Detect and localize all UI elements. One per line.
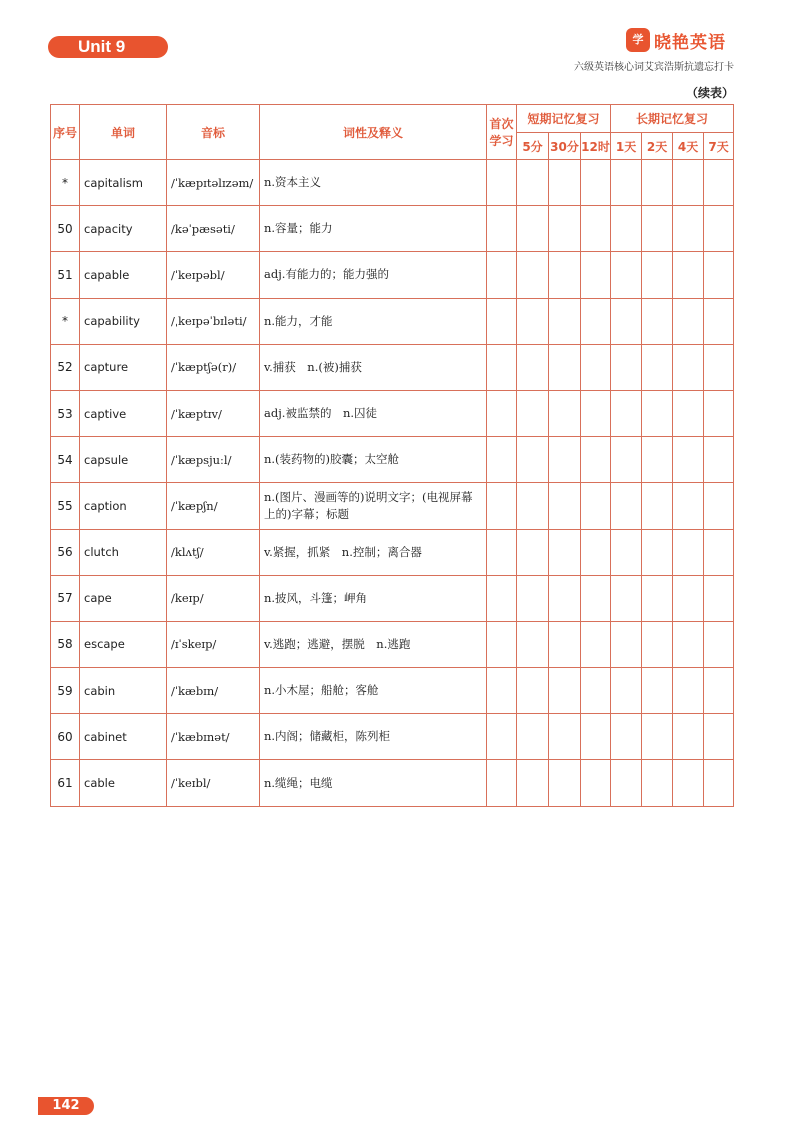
row-word: capacity	[80, 206, 167, 252]
row-pronunciation: /ˈkæbɪn/	[167, 668, 260, 714]
header-long-2d: 2天	[642, 133, 673, 160]
checkbox-cell[interactable]	[581, 621, 611, 667]
row-definition: n.披风，斗篷；岬角	[260, 575, 487, 621]
header-first-study: 首次学习	[487, 105, 517, 160]
row-word: capable	[80, 252, 167, 298]
checkbox-cell[interactable]	[487, 206, 517, 252]
checkbox-cell[interactable]	[642, 575, 673, 621]
row-definition: n.(图片、漫画等的)说明文字；(电视屏幕上的)字幕；标题	[260, 483, 487, 529]
checkbox-cell[interactable]	[487, 668, 517, 714]
checkbox-cell[interactable]	[487, 529, 517, 575]
row-definition: n.容量；能力	[260, 206, 487, 252]
checkbox-cell[interactable]	[581, 344, 611, 390]
table-row	[51, 160, 734, 206]
brand-logo-icon: 学	[626, 28, 650, 52]
checkbox-cell[interactable]	[581, 206, 611, 252]
checkbox-cell[interactable]	[673, 390, 704, 436]
row-number: 57	[51, 575, 80, 621]
checkbox-cell[interactable]	[642, 252, 673, 298]
checkbox-cell[interactable]	[581, 160, 611, 206]
checkbox-cell[interactable]	[517, 483, 549, 529]
table-row	[51, 760, 734, 806]
page-number: 142	[38, 1097, 94, 1115]
row-definition: adj.被监禁的 n.囚徒	[260, 390, 487, 436]
header-long-1d: 1天	[611, 133, 642, 160]
checkbox-cell[interactable]	[487, 575, 517, 621]
header-index: 序号	[51, 105, 80, 160]
row-definition: n.内阁；储藏柜，陈列柜	[260, 714, 487, 760]
row-number: 51	[51, 252, 80, 298]
checkbox-cell[interactable]	[517, 575, 549, 621]
checkbox-cell[interactable]	[642, 529, 673, 575]
checkbox-cell[interactable]	[704, 575, 734, 621]
checkbox-cell[interactable]	[549, 437, 581, 483]
header-pronunciation: 音标	[167, 105, 260, 160]
header-long-7d: 7天	[704, 133, 734, 160]
row-pronunciation: /klʌtʃ/	[167, 529, 260, 575]
checkbox-cell[interactable]	[611, 344, 642, 390]
row-word: cabin	[80, 668, 167, 714]
checkbox-cell[interactable]	[517, 760, 549, 806]
row-pronunciation: /ˈkeɪbl/	[167, 760, 260, 806]
row-number: 59	[51, 668, 80, 714]
row-pronunciation: /ˈkeɪpəbl/	[167, 252, 260, 298]
row-number: 53	[51, 390, 80, 436]
checkbox-cell[interactable]	[704, 390, 734, 436]
row-pronunciation: /ɪˈskeɪp/	[167, 621, 260, 667]
checkbox-cell[interactable]	[673, 621, 704, 667]
checkbox-cell[interactable]	[673, 668, 704, 714]
checkbox-cell[interactable]	[581, 437, 611, 483]
header-short-5min: 5分	[517, 133, 549, 160]
row-word: capture	[80, 344, 167, 390]
checkbox-cell[interactable]	[549, 390, 581, 436]
checkbox-cell[interactable]	[704, 760, 734, 806]
checkbox-cell[interactable]	[642, 483, 673, 529]
checkbox-cell[interactable]	[642, 390, 673, 436]
checkbox-cell[interactable]	[549, 529, 581, 575]
checkbox-cell[interactable]	[673, 252, 704, 298]
checkbox-cell[interactable]	[517, 344, 549, 390]
checkbox-cell[interactable]	[517, 160, 549, 206]
row-word: cable	[80, 760, 167, 806]
checkbox-cell[interactable]	[549, 160, 581, 206]
page-subtitle: 六级英语核心词艾宾浩斯抗遗忘打卡	[574, 62, 734, 73]
checkbox-cell[interactable]	[549, 344, 581, 390]
checkbox-cell[interactable]	[611, 529, 642, 575]
row-number: 61	[51, 760, 80, 806]
checkbox-cell[interactable]	[517, 621, 549, 667]
row-number: 54	[51, 437, 80, 483]
checkbox-cell[interactable]	[642, 206, 673, 252]
header-short-30min: 30分	[549, 133, 581, 160]
checkbox-cell[interactable]	[611, 483, 642, 529]
checkbox-cell[interactable]	[673, 483, 704, 529]
row-pronunciation: /ˈkæpsjuːl/	[167, 437, 260, 483]
checkbox-cell[interactable]	[549, 252, 581, 298]
row-number: 55	[51, 483, 80, 529]
checkbox-cell[interactable]	[704, 344, 734, 390]
row-number: 56	[51, 529, 80, 575]
checkbox-cell[interactable]	[487, 160, 517, 206]
table-row	[51, 714, 734, 760]
row-word: captive	[80, 390, 167, 436]
table-row	[51, 206, 734, 252]
header-long-review: 长期记忆复习	[611, 105, 734, 133]
table-row	[51, 437, 734, 483]
checkbox-cell[interactable]	[611, 437, 642, 483]
checkbox-cell[interactable]	[517, 437, 549, 483]
row-pronunciation: /ˌkeɪpəˈbɪləti/	[167, 298, 260, 344]
checkbox-cell[interactable]	[549, 575, 581, 621]
checkbox-cell[interactable]	[549, 714, 581, 760]
checkbox-cell[interactable]	[642, 437, 673, 483]
checkbox-cell[interactable]	[642, 344, 673, 390]
header-definition: 词性及释义	[260, 105, 487, 160]
checkbox-cell[interactable]	[704, 160, 734, 206]
row-word: capsule	[80, 437, 167, 483]
row-number: 60	[51, 714, 80, 760]
row-pronunciation: /ˈkæpʃn/	[167, 483, 260, 529]
row-word: cape	[80, 575, 167, 621]
checkbox-cell[interactable]	[581, 668, 611, 714]
row-pronunciation: /keɪp/	[167, 575, 260, 621]
row-word: capability	[80, 298, 167, 344]
checkbox-cell[interactable]	[517, 390, 549, 436]
row-definition: n.能力，才能	[260, 298, 487, 344]
vocab-table-body	[51, 160, 734, 807]
checkbox-cell[interactable]	[517, 529, 549, 575]
checkbox-cell[interactable]	[642, 621, 673, 667]
row-definition: v.捕获 n.(被)捕获	[260, 344, 487, 390]
table-row	[51, 298, 734, 344]
checkbox-cell[interactable]	[549, 621, 581, 667]
row-definition: n.(装药物的)胶囊；太空舱	[260, 437, 487, 483]
row-number: 50	[51, 206, 80, 252]
checkbox-cell[interactable]	[704, 252, 734, 298]
checkbox-cell[interactable]	[611, 621, 642, 667]
header-long-4d: 4天	[673, 133, 704, 160]
row-number: 52	[51, 344, 80, 390]
table-row	[51, 252, 734, 298]
row-definition: n.小木屋；船舱；客舱	[260, 668, 487, 714]
checkbox-cell[interactable]	[549, 298, 581, 344]
checkbox-cell[interactable]	[487, 390, 517, 436]
continued-label: （续表）	[685, 86, 734, 100]
checkbox-cell[interactable]	[517, 668, 549, 714]
checkbox-cell[interactable]	[673, 160, 704, 206]
table-row	[51, 344, 734, 390]
checkbox-cell[interactable]	[581, 298, 611, 344]
table-row	[51, 483, 734, 529]
row-pronunciation: /kəˈpæsəti/	[167, 206, 260, 252]
table-row	[51, 390, 734, 436]
checkbox-cell[interactable]	[673, 575, 704, 621]
checkbox-cell[interactable]	[581, 714, 611, 760]
unit-badge: Unit 9	[48, 36, 168, 58]
checkbox-cell[interactable]	[673, 437, 704, 483]
checkbox-cell[interactable]	[581, 390, 611, 436]
checkbox-cell[interactable]	[487, 483, 517, 529]
table-row	[51, 668, 734, 714]
row-word: caption	[80, 483, 167, 529]
checkbox-cell[interactable]	[611, 668, 642, 714]
row-definition: v.逃跑；逃避，摆脱 n.逃跑	[260, 621, 487, 667]
checkbox-cell[interactable]	[581, 529, 611, 575]
row-word: capitalism	[80, 160, 167, 206]
checkbox-cell[interactable]	[642, 298, 673, 344]
header-word: 单词	[80, 105, 167, 160]
checkbox-cell[interactable]	[517, 714, 549, 760]
checkbox-cell[interactable]	[704, 483, 734, 529]
checkbox-cell[interactable]	[487, 714, 517, 760]
row-definition: adj.有能力的；能力强的	[260, 252, 487, 298]
header-short-review: 短期记忆复习	[517, 105, 611, 133]
checkbox-cell[interactable]	[581, 252, 611, 298]
checkbox-cell[interactable]	[487, 252, 517, 298]
checkbox-cell[interactable]	[673, 529, 704, 575]
row-definition: n.缆绳；电缆	[260, 760, 487, 806]
row-number: *	[51, 298, 80, 344]
checkbox-cell[interactable]	[704, 437, 734, 483]
vocab-table	[50, 104, 734, 807]
header-short-12h: 12时	[581, 133, 611, 160]
row-number: 58	[51, 621, 80, 667]
checkbox-cell[interactable]	[704, 206, 734, 252]
table-row	[51, 621, 734, 667]
checkbox-cell[interactable]	[581, 575, 611, 621]
checkbox-cell[interactable]	[673, 206, 704, 252]
checkbox-cell[interactable]	[517, 206, 549, 252]
checkbox-cell[interactable]	[704, 621, 734, 667]
row-word: clutch	[80, 529, 167, 575]
row-pronunciation: /ˈkæpɪtəlɪzəm/	[167, 160, 260, 206]
checkbox-cell[interactable]	[611, 298, 642, 344]
table-row	[51, 575, 734, 621]
checkbox-cell[interactable]	[581, 760, 611, 806]
checkbox-cell[interactable]	[549, 483, 581, 529]
checkbox-cell[interactable]	[487, 298, 517, 344]
checkbox-cell[interactable]	[673, 714, 704, 760]
checkbox-cell[interactable]	[642, 714, 673, 760]
checkbox-cell[interactable]	[611, 390, 642, 436]
checkbox-cell[interactable]	[673, 344, 704, 390]
checkbox-cell[interactable]	[517, 252, 549, 298]
checkbox-cell[interactable]	[611, 206, 642, 252]
checkbox-cell[interactable]	[611, 760, 642, 806]
checkbox-cell[interactable]	[642, 160, 673, 206]
checkbox-cell[interactable]	[487, 621, 517, 667]
row-definition: n.资本主义	[260, 160, 487, 206]
checkbox-cell[interactable]	[704, 298, 734, 344]
checkbox-cell[interactable]	[611, 160, 642, 206]
checkbox-cell[interactable]	[487, 760, 517, 806]
checkbox-cell[interactable]	[549, 206, 581, 252]
row-word: cabinet	[80, 714, 167, 760]
checkbox-cell[interactable]	[704, 714, 734, 760]
brand-name: 晓艳英语	[654, 33, 726, 53]
checkbox-cell[interactable]	[487, 344, 517, 390]
checkbox-cell[interactable]	[549, 668, 581, 714]
checkbox-cell[interactable]	[611, 714, 642, 760]
checkbox-cell[interactable]	[549, 760, 581, 806]
checkbox-cell[interactable]	[642, 760, 673, 806]
checkbox-cell[interactable]	[611, 575, 642, 621]
row-word: escape	[80, 621, 167, 667]
checkbox-cell[interactable]	[704, 529, 734, 575]
checkbox-cell[interactable]	[642, 668, 673, 714]
row-pronunciation: /ˈkæptʃə(r)/	[167, 344, 260, 390]
checkbox-cell[interactable]	[517, 298, 549, 344]
checkbox-cell[interactable]	[611, 252, 642, 298]
row-pronunciation: /ˈkæbɪnət/	[167, 714, 260, 760]
checkbox-cell[interactable]	[581, 483, 611, 529]
checkbox-cell[interactable]	[704, 668, 734, 714]
checkbox-cell[interactable]	[487, 437, 517, 483]
row-definition: v.紧握，抓紧 n.控制；离合器	[260, 529, 487, 575]
row-pronunciation: /ˈkæptɪv/	[167, 390, 260, 436]
checkbox-cell[interactable]	[673, 298, 704, 344]
table-row	[51, 529, 734, 575]
row-number: *	[51, 160, 80, 206]
checkbox-cell[interactable]	[673, 760, 704, 806]
